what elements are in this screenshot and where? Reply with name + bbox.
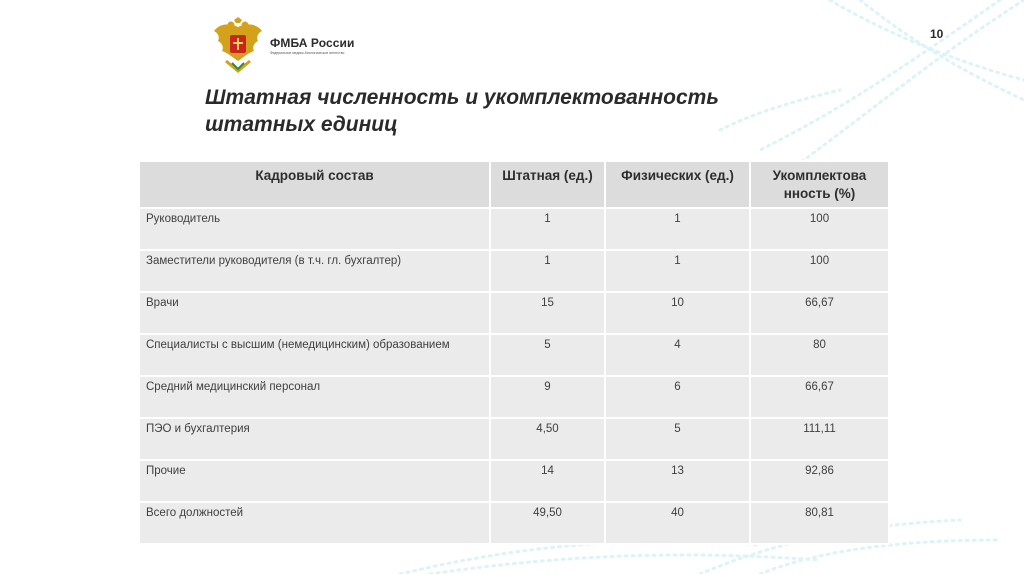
page-title-line-1: Штатная численность и укомплектованность [205,86,719,109]
row-staffing-percent: 92,86 [750,460,889,502]
row-label: Специалисты с высшим (немедицинским) образованием [139,334,490,376]
row-staffing-percent: 66,67 [750,376,889,418]
table-row [139,376,889,418]
row-staffing-percent: 66,67 [750,292,889,334]
staffing-table [138,160,890,545]
row-staffing-percent: 111,11 [750,418,889,460]
row-physical-persons: 1 [605,250,750,292]
page-title [205,84,805,138]
header-staffing-percent: Укомплектова нность (%) [750,161,889,208]
row-staff-units: 49,50 [490,502,605,544]
row-physical-persons: 40 [605,502,750,544]
row-staffing-percent: 80 [750,334,889,376]
header-staff-units: Штатная (ед.) [490,161,605,208]
row-physical-persons: 6 [605,376,750,418]
logo-title: ФМБА России [270,35,355,50]
row-label: Заместители руководителя (в т.ч. гл. бухгалтер) [139,250,490,292]
row-label: Всего должностей [139,502,490,544]
row-staff-units: 1 [490,250,605,292]
row-staff-units: 4,50 [490,418,605,460]
row-staff-units: 1 [490,208,605,250]
coat-of-arms-icon [212,17,264,73]
row-label: Руководитель [139,208,490,250]
table-row [139,292,889,334]
table-row-total [139,502,889,544]
logo-subtitle: Федеральное медико-биологическое агентство [270,50,345,55]
header-staff-composition: Кадровый состав [139,161,490,208]
table-row [139,460,889,502]
row-physical-persons: 5 [605,418,750,460]
row-staffing-percent: 100 [750,250,889,292]
row-staffing-percent: 100 [750,208,889,250]
header-physical-persons: Физических (ед.) [605,161,750,208]
table-row [139,334,889,376]
table-header-row [139,161,889,208]
page-number: 10 [930,27,944,41]
row-staff-units: 15 [490,292,605,334]
row-staff-units: 5 [490,334,605,376]
row-physical-persons: 13 [605,460,750,502]
table-row [139,418,889,460]
row-physical-persons: 4 [605,334,750,376]
table-row [139,208,889,250]
row-physical-persons: 10 [605,292,750,334]
row-label: Врачи [139,292,490,334]
page-title-line-2: штатных единиц [205,113,398,136]
table-row [139,250,889,292]
row-physical-persons: 1 [605,208,750,250]
row-staff-units: 14 [490,460,605,502]
row-staffing-percent: 80,81 [750,502,889,544]
row-label: Прочие [139,460,490,502]
row-staff-units: 9 [490,376,605,418]
logo [212,17,355,73]
row-label: Средний медицинский персонал [139,376,490,418]
row-label: ПЭО и бухгалтерия [139,418,490,460]
